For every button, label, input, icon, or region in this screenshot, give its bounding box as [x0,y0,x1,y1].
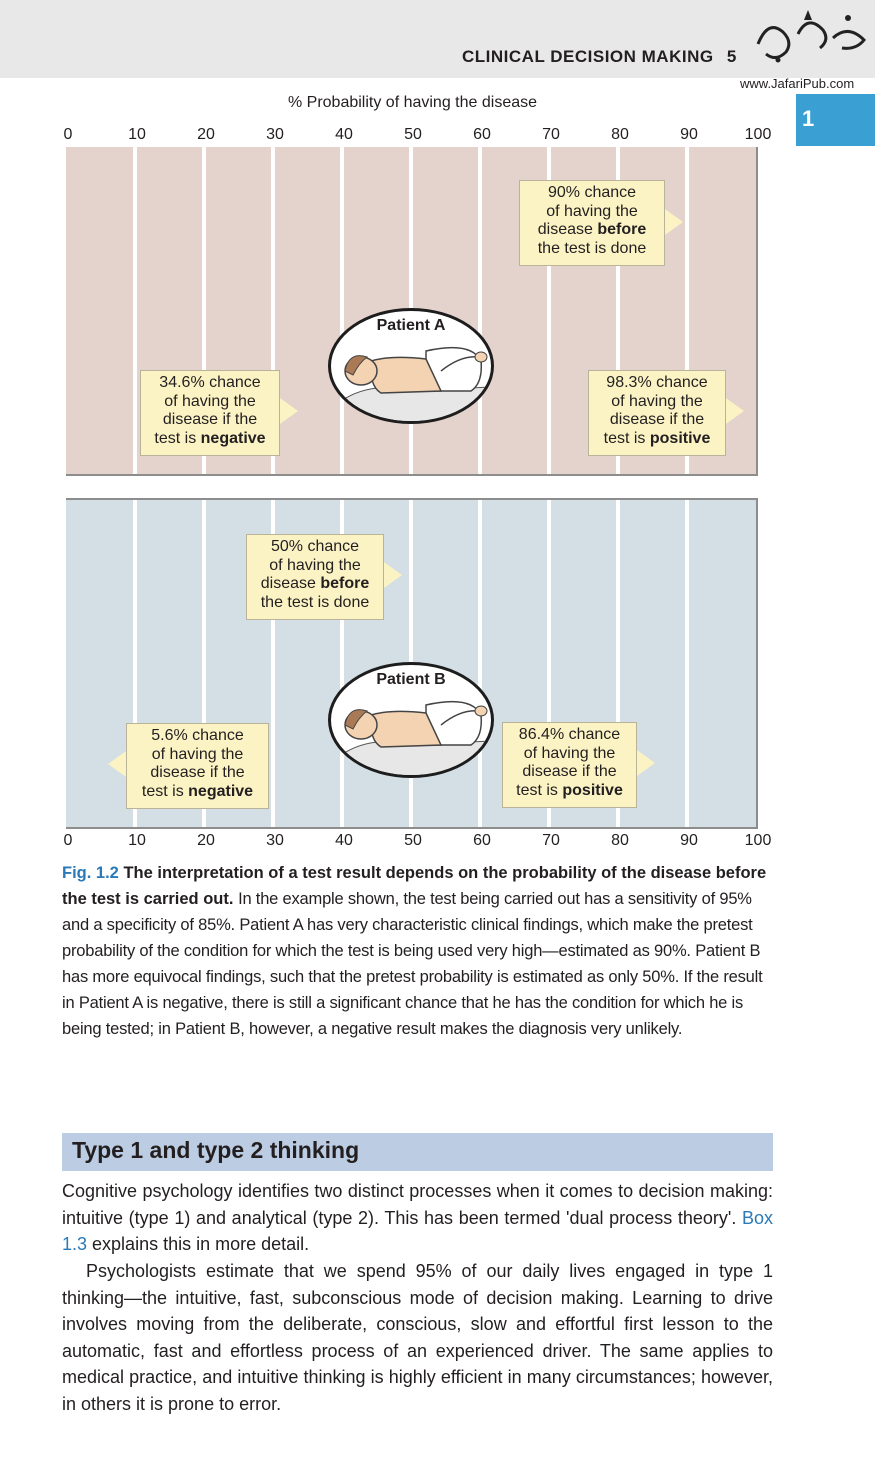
patient-a-before-callout: 90% chance of having the disease before the test is done [519,180,665,266]
axis-tick-label: 60 [473,832,491,849]
chapter-tab: 1 [796,94,875,146]
gridline [685,500,689,827]
gridline [478,500,482,827]
axis-tick-label: 10 [128,126,146,143]
axis-tick-label: 50 [404,126,422,143]
axis-tick-label: 90 [680,832,698,849]
page-number: 5 [726,47,737,66]
arrow-right-icon [665,209,683,235]
axis-tick-label: 0 [63,832,73,849]
axis-tick-label: 20 [197,832,215,849]
arrow-right-icon [637,750,655,776]
patient-a-positive-callout: 98.3% chance of having the disease if the test is positive [588,370,726,456]
axis-tick-label: 60 [473,126,491,143]
arrow-left-icon [108,751,126,777]
paragraph-1: Cognitive psychology identifies two distinct processes when it comes to decision making: intuitive (type 1) and analytical (type 2). This has been termed 'dual process theory'. Box 1.3 explains this in more detail. [62,1181,773,1254]
arrow-right-icon [726,398,744,424]
axis-tick-label: 30 [266,126,284,143]
box-1-3-link[interactable]: Box 1.3 [62,1207,773,1254]
axis-tick-label: 70 [542,832,560,849]
axis-title: % Probability of having the disease [287,94,538,111]
figure-label: Fig. 1.2 [62,864,119,882]
publisher-logo-icon [738,4,874,66]
patient-a-panel [66,147,758,476]
axis-tick-label: 90 [680,126,698,143]
paragraph-2: Psychologists estimate that we spend 95% of our daily lives engaged in type 1 thinking—the intuitive, fast, subconscious mode of decision making. Learning to drive involves moving from the deliberate, conscious, slow and effortful first lesson to the automatic, fast and effortless process of an experienced driver. The same applies to medical practice, and intuitive thinking is highly efficient in many circumstances; however, in others it is prone to error. [62,1261,773,1414]
arrow-right-icon [280,398,298,424]
patient-b-positive-callout: 86.4% chance of having the disease if the test is positive [502,722,637,808]
axis-tick-label: 40 [335,832,353,849]
axis-tick-label: 10 [128,832,146,849]
running-title: CLINICAL DECISION MAKING 5 [462,47,737,66]
patient-a-illustration: Patient A [328,308,494,424]
axis-tick-label: 80 [611,126,629,143]
patient-b-before-callout: 50% chance of having the disease before the test is done [246,534,384,620]
patient-a-negative-callout: 34.6% chance of having the disease if the test is negative [140,370,280,456]
figure-title: The interpretation of a test result depends on the probability of the disease before the test is carried out. [62,864,767,908]
arrow-right-icon [384,562,402,588]
axis-tick-label: 40 [335,126,353,143]
axis-tick-label: 70 [542,126,560,143]
figure-caption [62,860,774,1042]
publisher-url: www.JafariPub.com [740,76,855,91]
patient-b-negative-callout: 5.6% chance of having the disease if the test is negative [126,723,269,809]
axis-tick-label: 100 [744,126,772,143]
gridline [133,147,137,474]
patient-b-illustration: Patient B [328,662,494,778]
section-title: Type 1 and type 2 thinking [72,1137,360,1163]
axis-tick-label: 30 [266,832,284,849]
patient-lying-icon [331,665,494,778]
axis-tick-label: 80 [611,832,629,849]
patient-lying-icon [331,311,494,424]
axis-tick-label: 0 [63,126,73,143]
patient-b-panel [66,498,758,829]
figure-body: In the example shown, the test being carried out has a sensitivity of 95% and a specificity of 85%. Patient A has very characteristic clinical findings, which make the pretest probability of the condition for which the test is being used very high—estimated as 90%. Patient B has more equivocal findings, such that the pretest probability is estimated as only 50%. If the result in Patient A is negative, there is still a significant chance that he has the condition for which he is being tested; in Patient B, however, a negative result makes the diagnosis very unlikely. [62,890,763,1038]
axis-tick-label: 20 [197,126,215,143]
axis-tick-label: 100 [744,832,772,849]
axis-tick-label: 50 [404,832,422,849]
